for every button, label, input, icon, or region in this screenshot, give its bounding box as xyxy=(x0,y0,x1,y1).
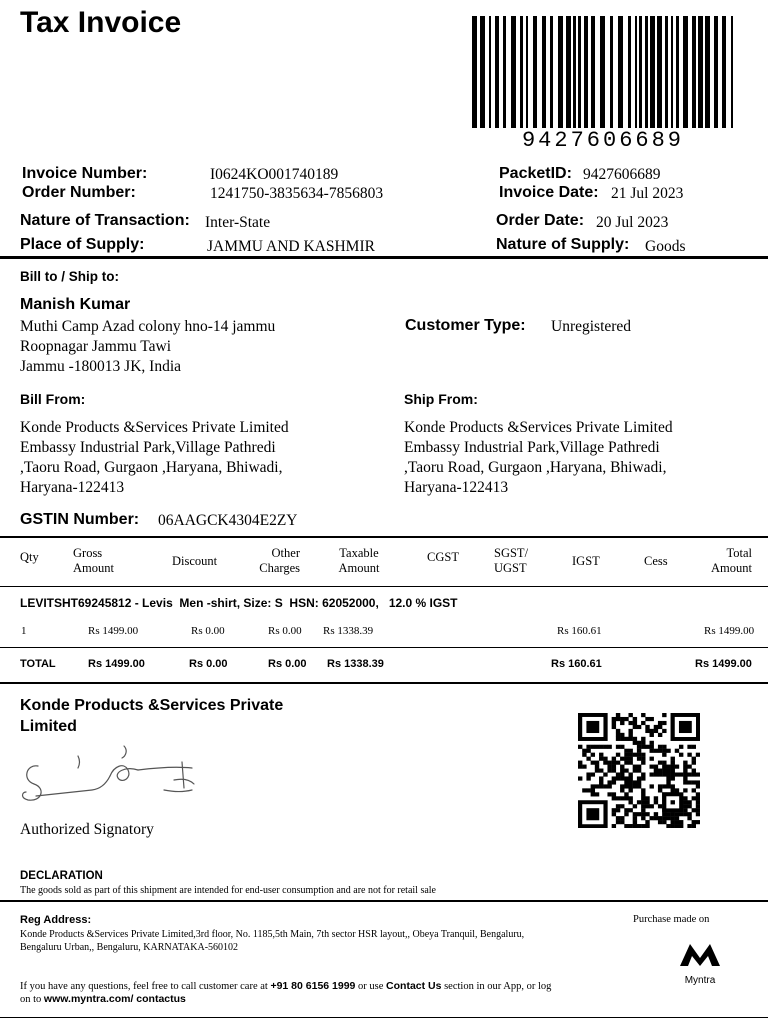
footer-bottom-border xyxy=(0,1017,768,1018)
customer-care-text: If you have any questions, feel free to call customer care at +91 80 6156 1999 or use Contact Us section in our App, or log on to www.myntra.com/ contactus xyxy=(20,980,552,1005)
customer-type-label: Customer Type: xyxy=(405,317,526,334)
invoice-date: 21 Jul 2023 xyxy=(611,185,684,202)
row-gross: Rs 1499.00 xyxy=(88,625,139,637)
customer-care-phone[interactable]: +91 80 6156 1999 xyxy=(270,980,356,992)
col-header-sgst: SGST/ UGST xyxy=(494,546,529,575)
nature-transaction-label: Nature of Transaction: xyxy=(20,212,190,229)
total-gross: Rs 1499.00 xyxy=(88,658,145,670)
table-top-border xyxy=(0,536,768,538)
customer-name: Manish Kumar xyxy=(20,296,131,313)
nature-supply-label: Nature of Supply: xyxy=(496,236,630,253)
address-line: Embassy Industrial Park,Village Pathredi xyxy=(404,439,660,456)
nature-supply: Goods xyxy=(645,238,686,255)
invoice-number: I0624KO001740189 xyxy=(210,166,339,183)
col-header-discount: Discount xyxy=(172,554,218,568)
gstin-label: GSTIN Number: xyxy=(20,511,140,528)
address-line: Embassy Industrial Park,Village Pathredi xyxy=(20,439,276,456)
declaration-heading: DECLARATION xyxy=(20,870,103,882)
address-line: Konde Products &Services Private Limited xyxy=(404,419,673,436)
total-igst: Rs 160.61 xyxy=(551,658,602,670)
table-header-border xyxy=(0,586,768,587)
divider-thick xyxy=(0,256,768,259)
total-label: TOTAL xyxy=(20,658,56,670)
col-header-taxable: Taxable Amount xyxy=(338,546,380,575)
row-total: Rs 1499.00 xyxy=(704,625,755,637)
order-number-label: Order Number: xyxy=(22,184,136,201)
row-discount: Rs 0.00 xyxy=(191,625,225,637)
myntra-logo-icon xyxy=(676,940,724,974)
col-header-total: Total Amount xyxy=(711,546,752,575)
address-line: Konde Products &Services Private Limited xyxy=(20,419,289,436)
bill-to-heading: Bill to / Ship to: xyxy=(20,269,119,284)
row-qty: 1 xyxy=(21,625,27,637)
bill-from-address xyxy=(20,418,289,498)
address-line: Muthi Camp Azad colony hno-14 jammu xyxy=(20,318,276,335)
col-header-gross: Gross Amount xyxy=(73,546,114,575)
customer-address xyxy=(20,317,275,377)
invoice-number-label: Invoice Number: xyxy=(22,165,148,182)
table-bottom-border xyxy=(0,682,768,684)
total-other: Rs 0.00 xyxy=(268,658,307,670)
col-header-other: Other Charges xyxy=(259,546,300,575)
order-date-label: Order Date: xyxy=(496,212,585,229)
purchase-made-on: Purchase made on xyxy=(633,914,710,925)
nature-transaction: Inter-State xyxy=(205,214,271,231)
reg-address-label: Reg Address: xyxy=(20,914,92,926)
barcode-icon xyxy=(472,16,734,128)
bill-from-heading: Bill From: xyxy=(20,391,86,407)
address-line: Haryana-122413 xyxy=(20,479,125,496)
order-date: 20 Jul 2023 xyxy=(596,214,669,231)
total-amount: Rs 1499.00 xyxy=(695,658,752,670)
order-number: 1241750-3835634-7856803 xyxy=(210,185,384,202)
address-line: Jammu -180013 JK, India xyxy=(20,358,182,375)
ship-from-heading: Ship From: xyxy=(404,391,478,407)
col-header-qty: Qty xyxy=(20,550,39,564)
address-line: ,Taoru Road, Gurgaon ,Haryana, Bhiwadi, xyxy=(20,459,283,476)
gstin-value: 06AAGCK4304E2ZY xyxy=(158,512,298,529)
place-supply: JAMMU AND KASHMIR xyxy=(207,238,375,255)
signature-image xyxy=(14,736,200,812)
myntra-brand-name: Myntra xyxy=(684,975,716,986)
qr-code-icon xyxy=(578,713,700,828)
reg-address: Konde Products &Services Private Limited,3rd floor, No. 1185,5th Main, 7th sector HSR layout,, Obeya Tranquil, Bengaluru, Bengaluru Urban,, Bengaluru, KARNATAKA-560102 xyxy=(20,929,525,953)
row-taxable: Rs 1338.39 xyxy=(323,625,374,637)
row-igst: Rs 160.61 xyxy=(557,625,602,637)
barcode-number: 9427606689 xyxy=(521,128,685,153)
address-line: ,Taoru Road, Gurgaon ,Haryana, Bhiwadi, xyxy=(404,459,667,476)
packet-id-label: PacketID: xyxy=(499,165,572,182)
ship-from-address xyxy=(404,418,673,498)
customer-type: Unregistered xyxy=(551,318,632,335)
col-header-igst: IGST xyxy=(572,554,600,568)
place-supply-label: Place of Supply: xyxy=(20,236,145,253)
address-line: Haryana-122413 xyxy=(404,479,509,496)
col-header-cess: Cess xyxy=(644,554,668,568)
invoice-date-label: Invoice Date: xyxy=(499,184,599,201)
row-other: Rs 0.00 xyxy=(268,625,302,637)
address-line: Roopnagar Jammu Tawi xyxy=(20,338,172,355)
total-taxable: Rs 1338.39 xyxy=(327,658,384,670)
col-header-cgst: CGST xyxy=(427,550,459,564)
contact-us-link[interactable]: Contact Us xyxy=(386,980,442,992)
footer-top-border xyxy=(0,900,768,902)
signatory-company: Konde Products &Services Private Limited xyxy=(20,697,284,735)
total-discount: Rs 0.00 xyxy=(189,658,228,670)
invoice-title: Tax Invoice xyxy=(20,6,182,39)
product-description: LEVITSHT69245812 - Levis Men -shirt, Size: S HSN: 62052000, 12.0 % IGST xyxy=(20,596,458,610)
table-row-border xyxy=(0,647,768,648)
declaration-text: The goods sold as part of this shipment are intended for end-user consumption and are not for retail sale xyxy=(20,885,436,896)
authorized-signatory-label: Authorized Signatory xyxy=(20,821,154,838)
packet-id: 9427606689 xyxy=(583,166,661,183)
website-link[interactable]: www.myntra.com/ contactus xyxy=(43,993,186,1005)
